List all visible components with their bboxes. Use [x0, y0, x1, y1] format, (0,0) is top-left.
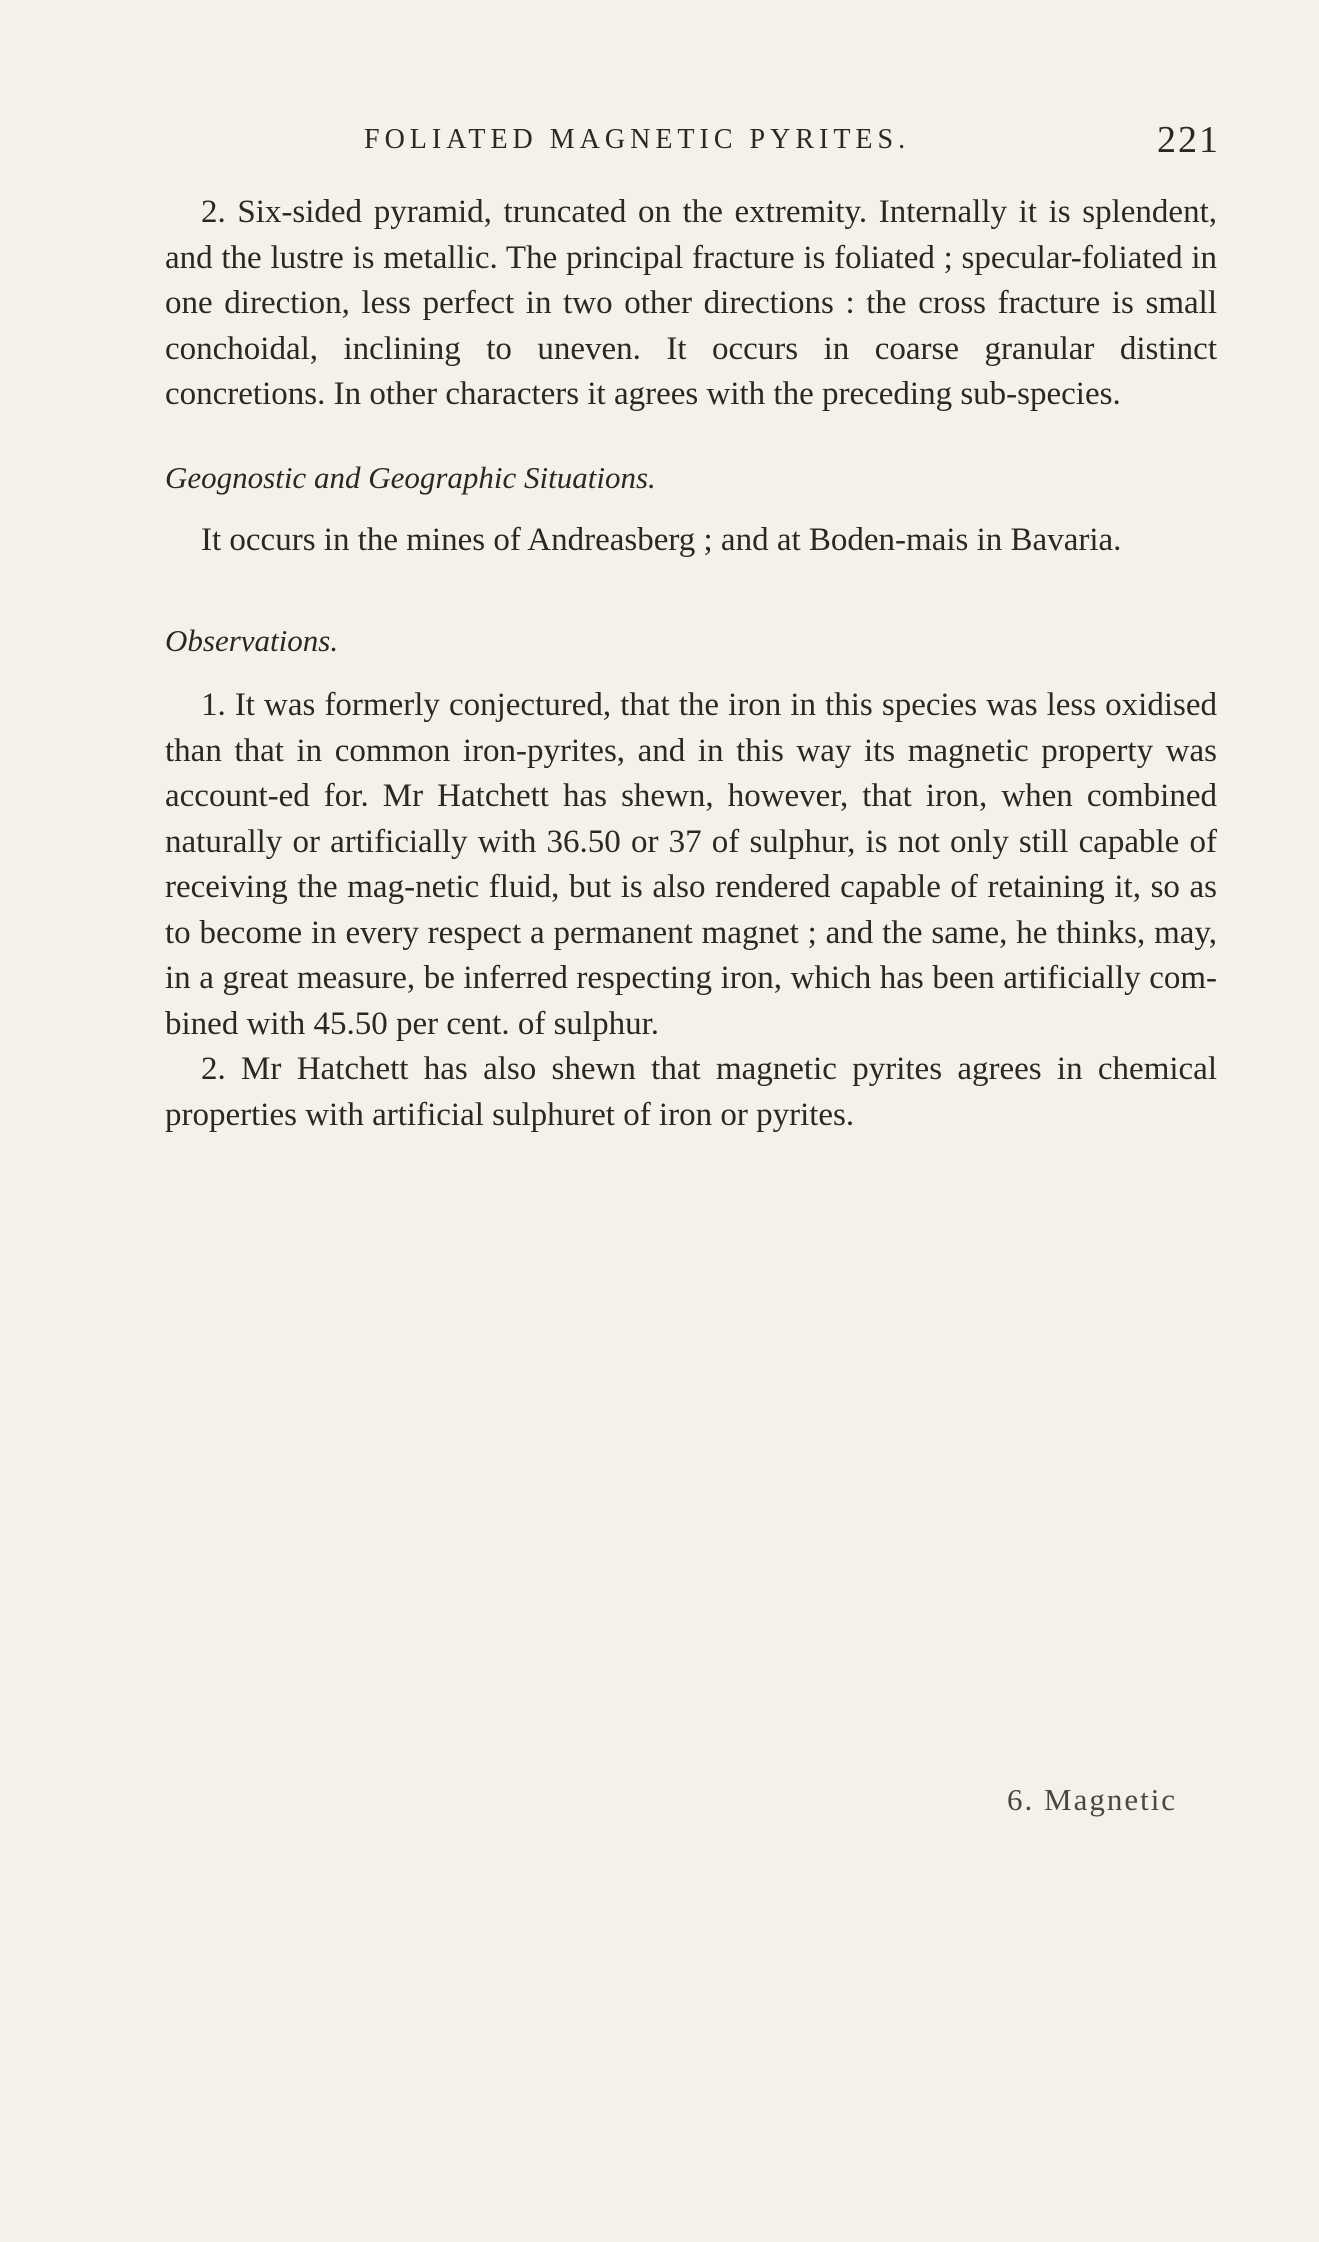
catchword: 6. Magnetic	[1007, 1782, 1178, 1817]
text-block	[165, 190, 1217, 1138]
page-number: 221	[1157, 119, 1220, 161]
observations-heading: Observations.	[165, 623, 339, 658]
geognostic-paragraph: It occurs in the mines of Andreasberg ; and at Boden-mais in Bavaria.	[201, 521, 1122, 558]
running-title: FOLIATED MAGNETIC PYRITES.	[364, 124, 911, 155]
observation-2-paragraph: 2. Mr Hatchett has also shewn that magnetic pyrites agrees in chemical properties with artificial sulphuret of iron or pyrites.	[165, 1051, 1217, 1133]
subspecies-description-paragraph: 2. Six-sided pyramid, truncated on the extremity. Internally it is splendent, and the lustre is metallic. The principal fracture is foliated ; specular-foliated in one direction, less perfect in two other directions : the cross fracture is small conchoidal, inclining to uneven. It occurs in coarse granular distinct concretions. In other characters it agrees with the preceding sub-species.	[165, 194, 1217, 412]
geognostic-heading: Geognostic and Geographic Situations.	[165, 459, 656, 495]
running-head	[364, 118, 1220, 161]
observation-1-paragraph: 1. It was formerly conjectured, that the iron in this species was less oxidised than that in common iron-pyrites, and in this way its magnetic property was account-ed for. Mr Hatchett has shewn, however, that iron, when combined naturally or artificially with 36.50 or 37 of sulphur, is not only still capable of receiving the mag-netic fluid, but is also rendered capable of retaining it, so as to become in every respect a permanent magnet ; and the same, he thinks, may, in a great measure, be inferred respecting iron, which has been artificially com-bined with 45.50 per cent. of sulphur.	[165, 687, 1217, 1042]
